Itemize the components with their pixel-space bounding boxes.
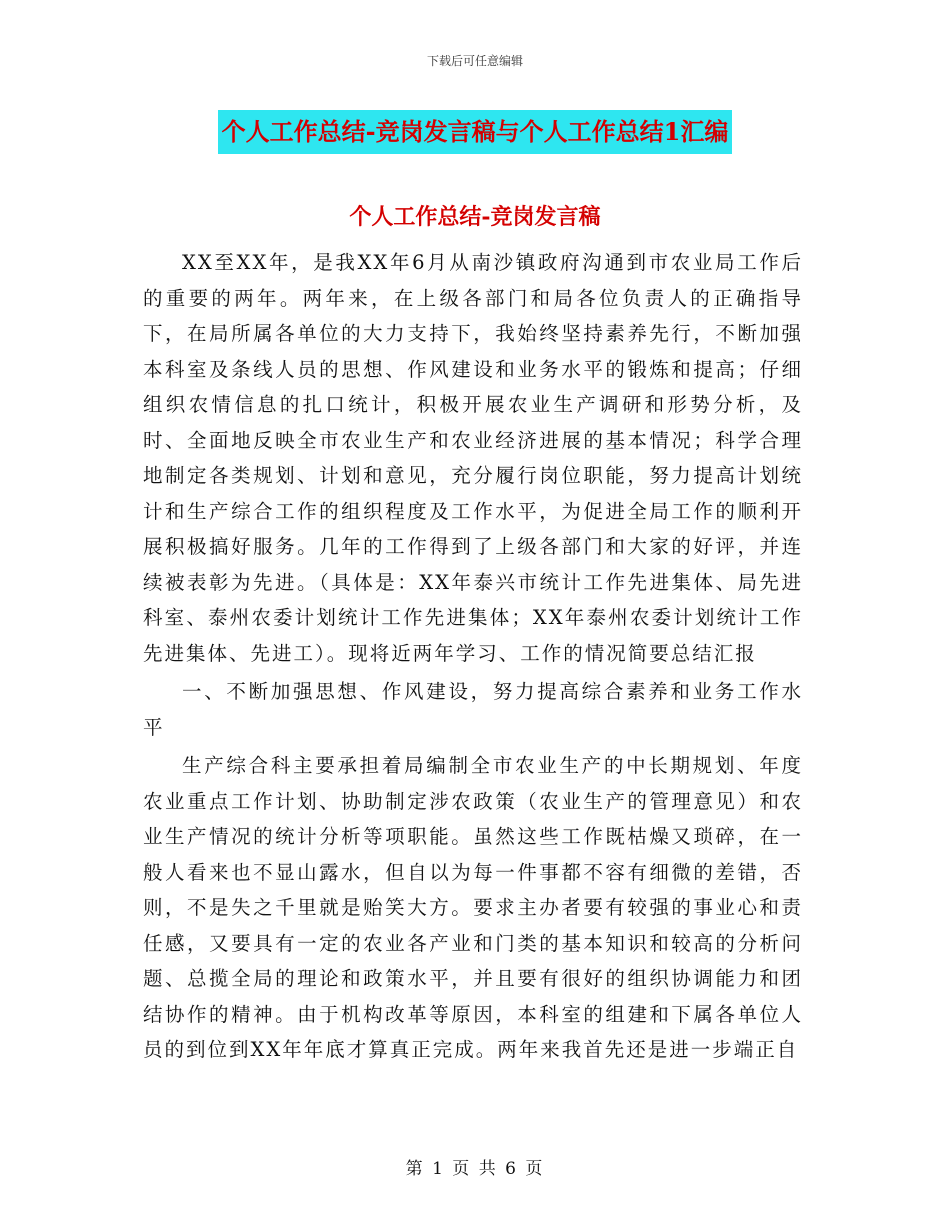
paragraph: 生产综合科主要承担着局编制全市农业生产的中长期规划、年度农业重点工作计划、协助制定涉农政策（农业生产的管理意见）和农业生产情况的统计分析等项职能。虽然这些工作既枯燥又琐碎，在一般人看来也不显山露水，但自以为每一件事都不容有细微的差错，否则，不是失之千里就是贻笑大方。要求主办者要有较强的事业心和责任感，又要具有一定的农业各产业和门类的基本知识和较高的分析问题、总揽全局的理论和政策水平，并且要有很好的组织协调能力和团结协作的精神。由于机构改革等原因，本科室的组建和下属各单位人员的到位到XX年年底才算真正完成。两年来我首先还是进一步端正自 xyxy=(143,754,803,1061)
body-text xyxy=(143,245,803,1068)
paragraph: XX至XX年，是我XX年6月从南沙镇政府沟通到市农业局工作后的重要的两年。两年来，在上级各部门和局各位负责人的正确指导下，在局所属各单位的大力支持下，我始终坚持素养先行，不断加强本科室及条线人员的思想、作风建设和业务水平的锻炼和提高；仔细组织农情信息的扎口统计，积极开展农业生产调研和形势分析，及时、全面地反映全市农业生产和农业经济进展的基本情况；科学合理地制定各类规划、计划和意见，充分履行岗位职能，努力提高计划统计和生产综合工作的组织程度及工作水平，为促进全局工作的顺利开展积极搞好服务。几年的工作得到了上级各部门和大家的好评，并连续被表彰为先进。（具体是：XX年泰兴市统计工作先进集体、局先进科室、泰州农委计划统计工作先进集体；XX年泰州农委计划统计工作先进集体、先进工）。现将近两年学习、工作的情况简要总结汇报 xyxy=(143,251,803,665)
header-note: 下载后可任意编辑 xyxy=(426,54,523,68)
main-title-container xyxy=(0,110,950,154)
paragraph: 一、不断加强思想、作风建设，努力提高综合素养和业务工作水平 xyxy=(143,680,803,739)
page-footer: 第 1 页 共 6 页 xyxy=(405,1159,545,1179)
section-title: 个人工作总结-竞岗发言稿 xyxy=(349,204,601,230)
main-title: 个人工作总结-竞岗发言稿与个人工作总结1汇编 xyxy=(218,110,733,154)
